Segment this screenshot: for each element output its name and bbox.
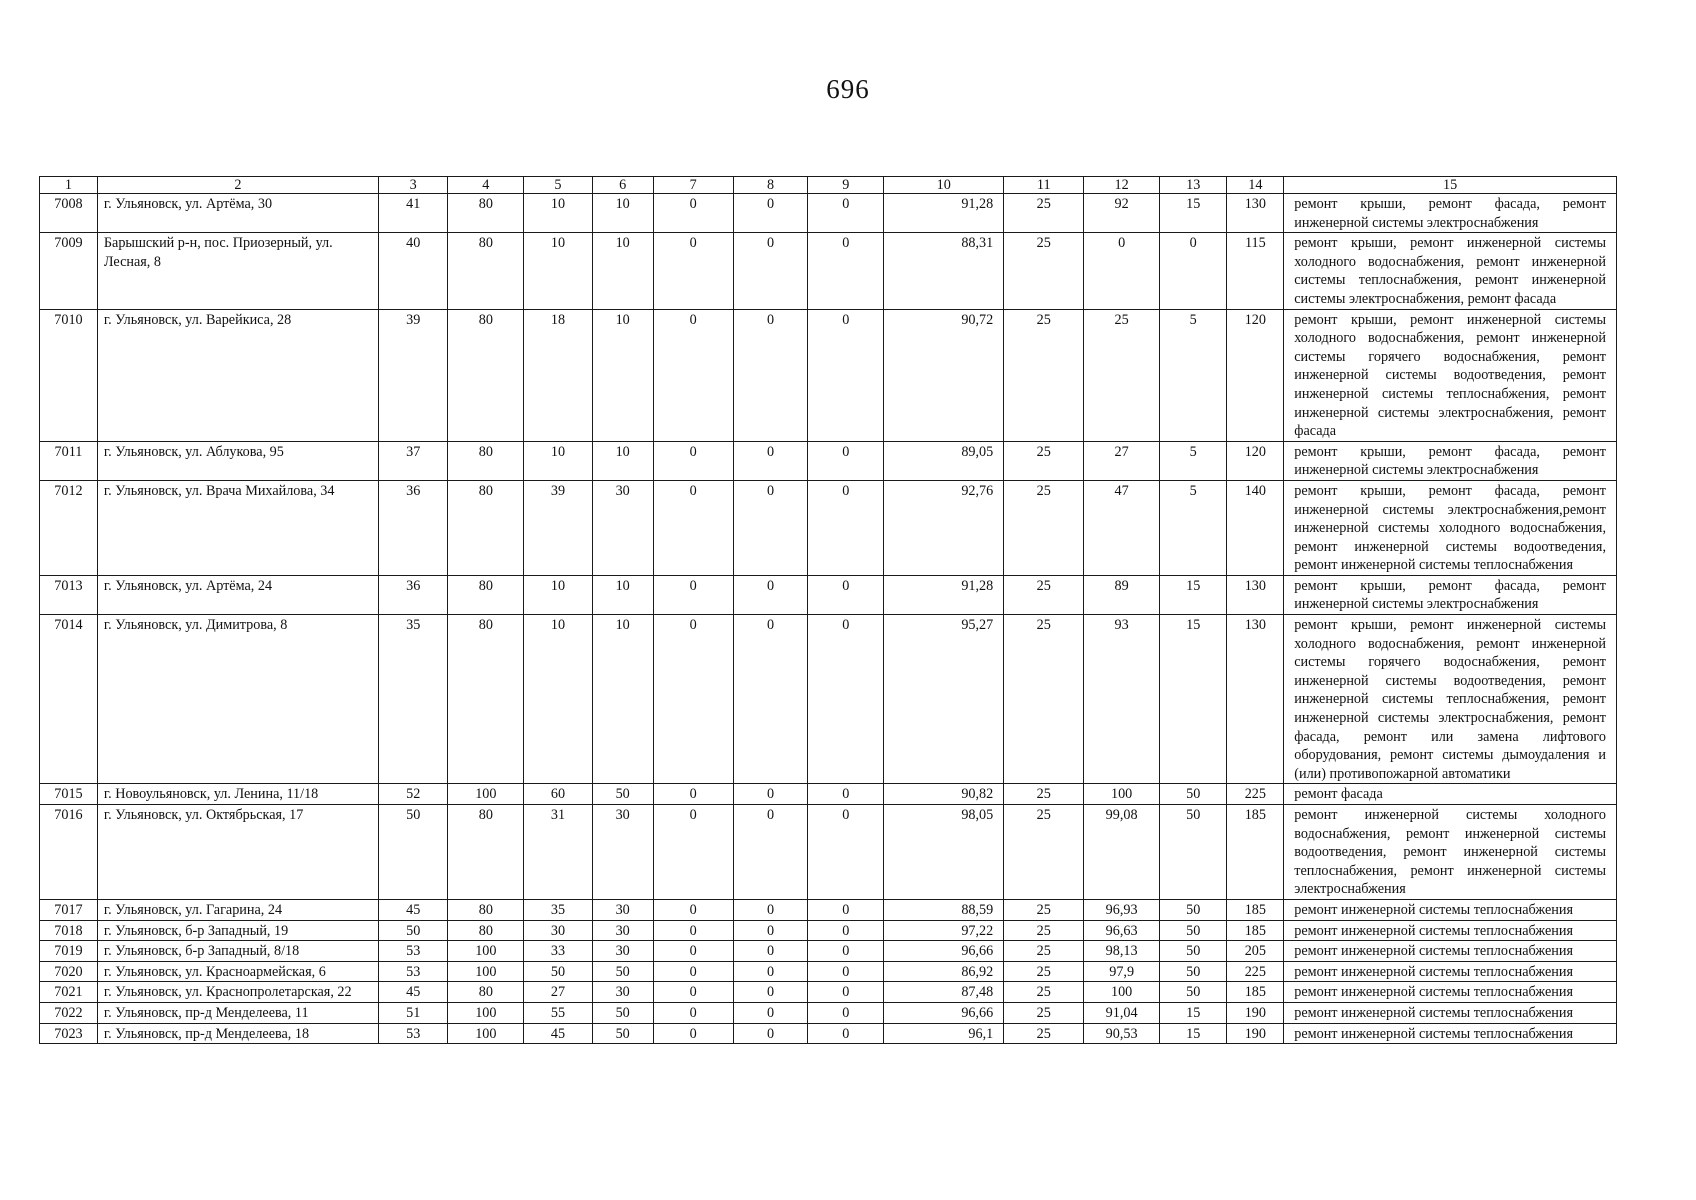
works-cell: ремонт инженерной системы теплоснабжения <box>1284 899 1617 920</box>
table-row <box>40 575 1617 614</box>
works-cell: ремонт инженерной системы теплоснабжения <box>1284 1002 1617 1023</box>
col5-cell: 60 <box>524 784 592 805</box>
col12-cell: 96,63 <box>1084 920 1160 941</box>
header-cell: 13 <box>1160 177 1227 194</box>
col13-cell: 15 <box>1160 1023 1227 1044</box>
col4-cell: 100 <box>448 784 524 805</box>
header-row <box>40 177 1617 194</box>
address-cell: г. Ульяновск, б-р Западный, 19 <box>97 920 378 941</box>
col7-cell: 0 <box>653 961 733 982</box>
col10-cell: 96,66 <box>884 1002 1004 1023</box>
col7-cell: 0 <box>653 441 733 480</box>
col14-cell: 130 <box>1227 575 1284 614</box>
col7-cell: 0 <box>653 1023 733 1044</box>
table-row <box>40 941 1617 962</box>
row-id-cell: 7019 <box>40 941 98 962</box>
col7-cell: 0 <box>653 920 733 941</box>
col14-cell: 115 <box>1227 233 1284 309</box>
col14-cell: 190 <box>1227 1023 1284 1044</box>
table-row <box>40 194 1617 233</box>
col13-cell: 0 <box>1160 233 1227 309</box>
col8-cell: 0 <box>733 899 808 920</box>
header-cell: 11 <box>1004 177 1084 194</box>
col14-cell: 185 <box>1227 920 1284 941</box>
page-number: 696 <box>826 74 870 104</box>
col3-cell: 50 <box>378 805 447 900</box>
col9-cell: 0 <box>808 194 884 233</box>
col5-cell: 33 <box>524 941 592 962</box>
col6-cell: 10 <box>592 575 653 614</box>
col4-cell: 100 <box>448 1023 524 1044</box>
col9-cell: 0 <box>808 615 884 784</box>
col4-cell: 80 <box>448 194 524 233</box>
col5-cell: 35 <box>524 899 592 920</box>
col5-cell: 30 <box>524 920 592 941</box>
col6-cell: 30 <box>592 941 653 962</box>
col3-cell: 36 <box>378 480 447 575</box>
table-row <box>40 784 1617 805</box>
table-row <box>40 1002 1617 1023</box>
row-id-cell: 7010 <box>40 309 98 441</box>
address-cell: г. Ульяновск, б-р Западный, 8/18 <box>97 941 378 962</box>
col4-cell: 100 <box>448 941 524 962</box>
row-id-cell: 7021 <box>40 982 98 1003</box>
col5-cell: 39 <box>524 480 592 575</box>
col12-cell: 100 <box>1084 982 1160 1003</box>
col3-cell: 39 <box>378 309 447 441</box>
col12-cell: 96,93 <box>1084 899 1160 920</box>
col8-cell: 0 <box>733 1023 808 1044</box>
table-row <box>40 899 1617 920</box>
header-cell: 4 <box>448 177 524 194</box>
col9-cell: 0 <box>808 309 884 441</box>
row-id-cell: 7018 <box>40 920 98 941</box>
col7-cell: 0 <box>653 233 733 309</box>
address-cell: г. Ульяновск, пр-д Менделеева, 11 <box>97 1002 378 1023</box>
col12-cell: 91,04 <box>1084 1002 1160 1023</box>
header-cell: 6 <box>592 177 653 194</box>
table-row <box>40 920 1617 941</box>
col13-cell: 50 <box>1160 982 1227 1003</box>
col4-cell: 100 <box>448 961 524 982</box>
col13-cell: 15 <box>1160 575 1227 614</box>
col13-cell: 15 <box>1160 615 1227 784</box>
col11-cell: 25 <box>1004 575 1084 614</box>
works-cell: ремонт крыши, ремонт инженерной системы холодного водоснабжения, ремонт инженерной системы горячего водоснабжения, ремонт инженерной системы водоотведения, ремонт инженерной системы теплоснабжения, ремонт инженерной системы электроснабжения, ремонт фасада <box>1284 309 1617 441</box>
works-cell: ремонт крыши, ремонт фасада, ремонт инженерной системы электроснабжения <box>1284 441 1617 480</box>
col12-cell: 89 <box>1084 575 1160 614</box>
col5-cell: 10 <box>524 194 592 233</box>
works-cell: ремонт крыши, ремонт инженерной системы холодного водоснабжения, ремонт инженерной системы теплоснабжения, ремонт инженерной системы электроснабжения, ремонт фасада <box>1284 233 1617 309</box>
col12-cell: 92 <box>1084 194 1160 233</box>
col8-cell: 0 <box>733 441 808 480</box>
table-row <box>40 961 1617 982</box>
col11-cell: 25 <box>1004 784 1084 805</box>
col4-cell: 80 <box>448 233 524 309</box>
col5-cell: 18 <box>524 309 592 441</box>
col13-cell: 50 <box>1160 961 1227 982</box>
works-cell: ремонт инженерной системы холодного водоснабжения, ремонт инженерной системы водоотведения, ремонт инженерной системы теплоснабжения, ремонт инженерной системы электроснабжения <box>1284 805 1617 900</box>
col12-cell: 0 <box>1084 233 1160 309</box>
col6-cell: 50 <box>592 784 653 805</box>
address-cell: г. Ульяновск, ул. Октябрьская, 17 <box>97 805 378 900</box>
col12-cell: 90,53 <box>1084 1023 1160 1044</box>
address-cell: г. Ульяновск, ул. Гагарина, 24 <box>97 899 378 920</box>
col3-cell: 45 <box>378 982 447 1003</box>
works-cell: ремонт инженерной системы теплоснабжения <box>1284 941 1617 962</box>
col6-cell: 50 <box>592 1002 653 1023</box>
col10-cell: 97,22 <box>884 920 1004 941</box>
col6-cell: 50 <box>592 1023 653 1044</box>
works-cell: ремонт фасада <box>1284 784 1617 805</box>
header-cell: 1 <box>40 177 98 194</box>
col8-cell: 0 <box>733 309 808 441</box>
col5-cell: 10 <box>524 441 592 480</box>
col13-cell: 50 <box>1160 899 1227 920</box>
col11-cell: 25 <box>1004 1023 1084 1044</box>
col4-cell: 80 <box>448 441 524 480</box>
col10-cell: 98,05 <box>884 805 1004 900</box>
col14-cell: 120 <box>1227 441 1284 480</box>
col6-cell: 10 <box>592 309 653 441</box>
col10-cell: 90,72 <box>884 309 1004 441</box>
header-cell: 12 <box>1084 177 1160 194</box>
row-id-cell: 7017 <box>40 899 98 920</box>
col13-cell: 5 <box>1160 309 1227 441</box>
col11-cell: 25 <box>1004 615 1084 784</box>
col3-cell: 40 <box>378 233 447 309</box>
address-cell: г. Ульяновск, пр-д Менделеева, 18 <box>97 1023 378 1044</box>
col3-cell: 45 <box>378 899 447 920</box>
col13-cell: 50 <box>1160 784 1227 805</box>
col11-cell: 25 <box>1004 1002 1084 1023</box>
col5-cell: 10 <box>524 615 592 784</box>
header-cell: 15 <box>1284 177 1617 194</box>
col7-cell: 0 <box>653 941 733 962</box>
header-cell: 10 <box>884 177 1004 194</box>
col8-cell: 0 <box>733 920 808 941</box>
col13-cell: 50 <box>1160 941 1227 962</box>
col3-cell: 51 <box>378 1002 447 1023</box>
row-id-cell: 7023 <box>40 1023 98 1044</box>
col7-cell: 0 <box>653 309 733 441</box>
col5-cell: 10 <box>524 575 592 614</box>
col6-cell: 30 <box>592 920 653 941</box>
col10-cell: 89,05 <box>884 441 1004 480</box>
col10-cell: 92,76 <box>884 480 1004 575</box>
col11-cell: 25 <box>1004 941 1084 962</box>
col4-cell: 80 <box>448 480 524 575</box>
row-id-cell: 7009 <box>40 233 98 309</box>
col4-cell: 80 <box>448 615 524 784</box>
col9-cell: 0 <box>808 1002 884 1023</box>
col9-cell: 0 <box>808 941 884 962</box>
col11-cell: 25 <box>1004 961 1084 982</box>
col14-cell: 225 <box>1227 961 1284 982</box>
col9-cell: 0 <box>808 575 884 614</box>
address-cell: г. Ульяновск, ул. Димитрова, 8 <box>97 615 378 784</box>
address-cell: г. Ульяновск, ул. Артёма, 24 <box>97 575 378 614</box>
col3-cell: 50 <box>378 920 447 941</box>
col5-cell: 55 <box>524 1002 592 1023</box>
col5-cell: 31 <box>524 805 592 900</box>
col11-cell: 25 <box>1004 480 1084 575</box>
col10-cell: 91,28 <box>884 194 1004 233</box>
col6-cell: 30 <box>592 480 653 575</box>
col14-cell: 225 <box>1227 784 1284 805</box>
col9-cell: 0 <box>808 1023 884 1044</box>
col12-cell: 47 <box>1084 480 1160 575</box>
col9-cell: 0 <box>808 920 884 941</box>
works-cell: ремонт крыши, ремонт инженерной системы холодного водоснабжения, ремонт инженерной системы горячего водоснабжения, ремонт инженерной системы водоотведения, ремонт инженерной системы теплоснабжения, ремонт инженерной системы электроснабжения, ремонт фасада, ремонт или замена лифтового оборудования, ремонт системы дымоудаления и (или) противопожарной автоматики <box>1284 615 1617 784</box>
col3-cell: 41 <box>378 194 447 233</box>
col13-cell: 50 <box>1160 805 1227 900</box>
col7-cell: 0 <box>653 194 733 233</box>
header-cell: 7 <box>653 177 733 194</box>
col3-cell: 36 <box>378 575 447 614</box>
col7-cell: 0 <box>653 480 733 575</box>
col10-cell: 91,28 <box>884 575 1004 614</box>
col8-cell: 0 <box>733 194 808 233</box>
col4-cell: 80 <box>448 982 524 1003</box>
col6-cell: 10 <box>592 615 653 784</box>
col3-cell: 35 <box>378 615 447 784</box>
col7-cell: 0 <box>653 615 733 784</box>
col13-cell: 50 <box>1160 920 1227 941</box>
address-cell: г. Ульяновск, ул. Варейкиса, 28 <box>97 309 378 441</box>
col7-cell: 0 <box>653 899 733 920</box>
col6-cell: 10 <box>592 441 653 480</box>
row-id-cell: 7022 <box>40 1002 98 1023</box>
col4-cell: 80 <box>448 805 524 900</box>
works-cell: ремонт крыши, ремонт фасада, ремонт инженерной системы электроснабжения <box>1284 194 1617 233</box>
col12-cell: 25 <box>1084 309 1160 441</box>
col8-cell: 0 <box>733 805 808 900</box>
col4-cell: 80 <box>448 899 524 920</box>
col3-cell: 37 <box>378 441 447 480</box>
col12-cell: 99,08 <box>1084 805 1160 900</box>
col8-cell: 0 <box>733 961 808 982</box>
table-row <box>40 480 1617 575</box>
col8-cell: 0 <box>733 233 808 309</box>
col10-cell: 95,27 <box>884 615 1004 784</box>
col12-cell: 93 <box>1084 615 1160 784</box>
col7-cell: 0 <box>653 1002 733 1023</box>
col12-cell: 97,9 <box>1084 961 1160 982</box>
col8-cell: 0 <box>733 480 808 575</box>
col10-cell: 90,82 <box>884 784 1004 805</box>
col8-cell: 0 <box>733 982 808 1003</box>
address-cell: г. Ульяновск, ул. Врача Михайлова, 34 <box>97 480 378 575</box>
col7-cell: 0 <box>653 575 733 614</box>
col14-cell: 205 <box>1227 941 1284 962</box>
col5-cell: 50 <box>524 961 592 982</box>
col9-cell: 0 <box>808 805 884 900</box>
col10-cell: 88,31 <box>884 233 1004 309</box>
works-cell: ремонт крыши, ремонт фасада, ремонт инженерной системы электроснабжения <box>1284 575 1617 614</box>
col14-cell: 130 <box>1227 194 1284 233</box>
data-table <box>39 176 1617 1044</box>
row-id-cell: 7011 <box>40 441 98 480</box>
col4-cell: 80 <box>448 575 524 614</box>
col13-cell: 15 <box>1160 194 1227 233</box>
row-id-cell: 7020 <box>40 961 98 982</box>
col4-cell: 80 <box>448 309 524 441</box>
table-row <box>40 982 1617 1003</box>
works-cell: ремонт инженерной системы теплоснабжения <box>1284 982 1617 1003</box>
address-cell: г. Ульяновск, ул. Краснопролетарская, 22 <box>97 982 378 1003</box>
col12-cell: 100 <box>1084 784 1160 805</box>
address-cell: г. Ульяновск, ул. Аблукова, 95 <box>97 441 378 480</box>
col11-cell: 25 <box>1004 920 1084 941</box>
col7-cell: 0 <box>653 784 733 805</box>
col14-cell: 185 <box>1227 982 1284 1003</box>
col9-cell: 0 <box>808 982 884 1003</box>
col8-cell: 0 <box>733 575 808 614</box>
col10-cell: 86,92 <box>884 961 1004 982</box>
col3-cell: 53 <box>378 961 447 982</box>
address-cell: г. Ульяновск, ул. Артёма, 30 <box>97 194 378 233</box>
col11-cell: 25 <box>1004 309 1084 441</box>
col4-cell: 100 <box>448 1002 524 1023</box>
header-cell: 9 <box>808 177 884 194</box>
col4-cell: 80 <box>448 920 524 941</box>
col9-cell: 0 <box>808 961 884 982</box>
col6-cell: 10 <box>592 194 653 233</box>
col11-cell: 25 <box>1004 899 1084 920</box>
table-row <box>40 1023 1617 1044</box>
col14-cell: 140 <box>1227 480 1284 575</box>
address-cell: Барышский р-н, пос. Приозерный, ул. Лесная, 8 <box>97 233 378 309</box>
row-id-cell: 7008 <box>40 194 98 233</box>
col5-cell: 45 <box>524 1023 592 1044</box>
address-cell: г. Новоульяновск, ул. Ленина, 11/18 <box>97 784 378 805</box>
col7-cell: 0 <box>653 805 733 900</box>
col13-cell: 15 <box>1160 1002 1227 1023</box>
header-cell: 3 <box>378 177 447 194</box>
col14-cell: 190 <box>1227 1002 1284 1023</box>
table-row <box>40 805 1617 900</box>
col7-cell: 0 <box>653 982 733 1003</box>
col13-cell: 5 <box>1160 480 1227 575</box>
col9-cell: 0 <box>808 784 884 805</box>
col9-cell: 0 <box>808 899 884 920</box>
table-row <box>40 615 1617 784</box>
table-row <box>40 233 1617 309</box>
header-cell: 5 <box>524 177 592 194</box>
col10-cell: 96,1 <box>884 1023 1004 1044</box>
row-id-cell: 7015 <box>40 784 98 805</box>
col11-cell: 25 <box>1004 441 1084 480</box>
col11-cell: 25 <box>1004 982 1084 1003</box>
col3-cell: 52 <box>378 784 447 805</box>
col6-cell: 10 <box>592 233 653 309</box>
col5-cell: 10 <box>524 233 592 309</box>
col3-cell: 53 <box>378 941 447 962</box>
col8-cell: 0 <box>733 1002 808 1023</box>
col10-cell: 88,59 <box>884 899 1004 920</box>
col11-cell: 25 <box>1004 194 1084 233</box>
table-row <box>40 309 1617 441</box>
col6-cell: 30 <box>592 982 653 1003</box>
col14-cell: 130 <box>1227 615 1284 784</box>
header-cell: 8 <box>733 177 808 194</box>
table-row <box>40 441 1617 480</box>
col9-cell: 0 <box>808 233 884 309</box>
col10-cell: 96,66 <box>884 941 1004 962</box>
col14-cell: 120 <box>1227 309 1284 441</box>
col5-cell: 27 <box>524 982 592 1003</box>
col10-cell: 87,48 <box>884 982 1004 1003</box>
col3-cell: 53 <box>378 1023 447 1044</box>
col11-cell: 25 <box>1004 805 1084 900</box>
works-cell: ремонт инженерной системы теплоснабжения <box>1284 1023 1617 1044</box>
header-cell: 14 <box>1227 177 1284 194</box>
row-id-cell: 7016 <box>40 805 98 900</box>
address-cell: г. Ульяновск, ул. Красноармейская, 6 <box>97 961 378 982</box>
col9-cell: 0 <box>808 441 884 480</box>
header-cell: 2 <box>97 177 378 194</box>
table-body <box>40 177 1617 1044</box>
col6-cell: 50 <box>592 961 653 982</box>
row-id-cell: 7014 <box>40 615 98 784</box>
works-cell: ремонт инженерной системы теплоснабжения <box>1284 920 1617 941</box>
col14-cell: 185 <box>1227 805 1284 900</box>
works-cell: ремонт крыши, ремонт фасада, ремонт инженерной системы электроснабжения,ремонт инженерной системы холодного водоснабжения, ремонт инженерной системы водоотведения, ремонт инженерной системы теплоснабжения <box>1284 480 1617 575</box>
row-id-cell: 7012 <box>40 480 98 575</box>
col8-cell: 0 <box>733 941 808 962</box>
col6-cell: 30 <box>592 805 653 900</box>
col11-cell: 25 <box>1004 233 1084 309</box>
works-cell: ремонт инженерной системы теплоснабжения <box>1284 961 1617 982</box>
col6-cell: 30 <box>592 899 653 920</box>
row-id-cell: 7013 <box>40 575 98 614</box>
col8-cell: 0 <box>733 615 808 784</box>
col14-cell: 185 <box>1227 899 1284 920</box>
col9-cell: 0 <box>808 480 884 575</box>
col13-cell: 5 <box>1160 441 1227 480</box>
col8-cell: 0 <box>733 784 808 805</box>
col12-cell: 27 <box>1084 441 1160 480</box>
col12-cell: 98,13 <box>1084 941 1160 962</box>
